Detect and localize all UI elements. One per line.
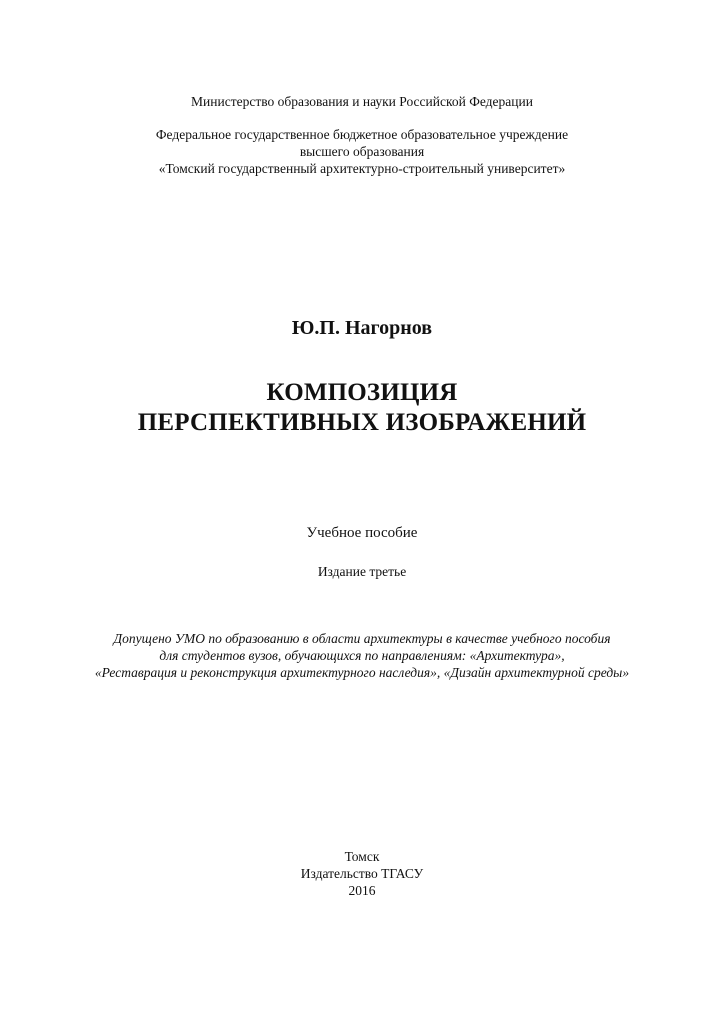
institution-line-2: высшего образования bbox=[299, 144, 425, 159]
book-title-line-2: ПЕРСПЕКТИВНЫХ ИЗОБРАЖЕНИЙ bbox=[137, 409, 587, 436]
ministry-name: Министерство образования и науки Российской Федерации bbox=[191, 94, 533, 109]
institution-line-1: Федеральное государственное бюджетное образовательное учреждение bbox=[155, 127, 569, 142]
ministry-header bbox=[0, 93, 724, 110]
book-title bbox=[0, 378, 724, 438]
institution-header bbox=[0, 126, 724, 177]
approval-statement bbox=[0, 630, 724, 681]
imprint bbox=[0, 848, 724, 899]
author-name: Ю.П. Нагорнов bbox=[291, 317, 433, 339]
book-title-line-1: КОМПОЗИЦИЯ bbox=[266, 379, 458, 406]
edition-note: Издание третье bbox=[317, 564, 407, 579]
imprint-publisher: Издательство ТГАСУ bbox=[300, 866, 424, 881]
imprint-city: Томск bbox=[344, 849, 380, 864]
approval-line-3: «Реставрация и реконструкция архитектурного наследия», «Дизайн архитектурной среды» bbox=[94, 665, 630, 680]
approval-line-2: для студентов вузов, обучающихся по направлениям: «Архитектура», bbox=[159, 648, 565, 663]
institution-line-3: «Томский государственный архитектурно-строительный университет» bbox=[158, 161, 566, 176]
book-subtitle: Учебное пособие bbox=[306, 525, 418, 541]
imprint-year: 2016 bbox=[348, 883, 376, 898]
approval-line-1: Допущено УМО по образованию в области архитектуры в качестве учебного пособия bbox=[113, 631, 611, 646]
